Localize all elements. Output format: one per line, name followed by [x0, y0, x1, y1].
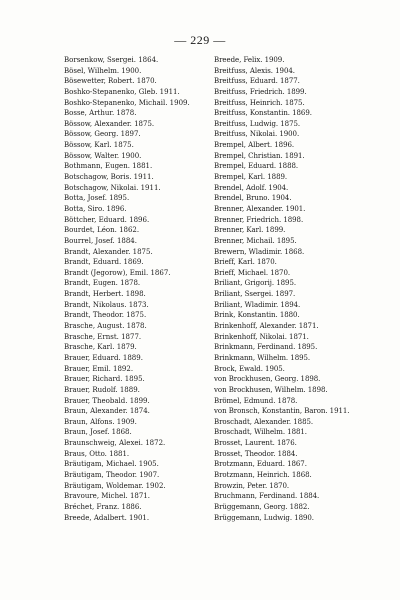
list-item: Botta, Siro. 1896. [64, 204, 127, 213]
list-item: Brempel, Albert. 1896. [214, 141, 295, 150]
list-item: Brotzmann, Eduard. 1867. [214, 460, 307, 469]
list-item: Bothmann, Eugen. 1881. [64, 162, 153, 171]
list-item: Brosset, Theodor. 1884. [214, 449, 298, 458]
list-item: Brandt, Nikolaus. 1873. [64, 300, 149, 309]
list-item: Brinkenhoff, Nikolai. 1871. [214, 332, 309, 341]
list-item: Boshko-Stepanenko, Gleb. 1911. [64, 87, 180, 96]
list-item: Briliant, Wladimir. 1894. [214, 300, 301, 309]
list-item: Brendel, Adolf. 1904. [214, 183, 289, 192]
list-item: Brauer, Theobald. 1899. [64, 396, 150, 405]
list-item: Bravoure, Michel. 1871. [64, 492, 150, 501]
list-item: Brauer, Richard. 1895. [64, 375, 145, 384]
list-item: Bösel, Wilhelm. 1900. [64, 66, 142, 75]
list-item: Browzin, Peter. 1870. [214, 481, 290, 490]
list-item: Breitfuss, Alexis. 1904. [214, 66, 295, 75]
list-item: Brewern, Wladimir. 1868. [214, 247, 305, 256]
list-item: Breitfuss, Konstantin. 1869. [214, 109, 312, 118]
list-item: Bréchet, Franz. 1886. [64, 502, 142, 511]
list-item: Brinkmann, Wilhelm. 1895. [214, 353, 311, 362]
list-item: Briliant, Grigorij. 1895. [214, 279, 297, 288]
list-item: Brenner, Friedrich. 1898. [214, 215, 304, 224]
list-item: Brinkenhoff, Alexander. 1871. [214, 322, 319, 331]
list-item: Braunschweig, Alexei. 1872. [64, 439, 166, 448]
list-item: Brinkmann, Ferdinand. 1895. [214, 343, 318, 352]
list-item: Bourrel, Josef. 1884. [64, 236, 137, 245]
list-item: Briliant, Ssergei. 1897. [214, 290, 296, 299]
list-item: Braun, Alexander. 1874. [64, 407, 150, 416]
list-item: Brüggemann, Georg. 1882. [214, 502, 310, 511]
list-item: Brenner, Michail. 1895. [214, 236, 297, 245]
list-item: Brandt, Herbert. 1898. [64, 290, 146, 299]
list-item: Bräutigam, Theodor. 1907. [64, 470, 160, 479]
list-item: Brandt, Eugen. 1878. [64, 279, 141, 288]
list-item: Bössow, Walter. 1900. [64, 151, 142, 160]
list-item: Braus, Otto. 1881. [64, 449, 130, 458]
list-item: Broschadt, Wilhelm. 1881. [214, 428, 307, 437]
list-item: Braun, Alfons. 1909. [64, 417, 137, 426]
list-item: Bruchmann, Ferdinand. 1884. [214, 492, 320, 501]
list-item: Brauer, Eduard. 1889. [64, 353, 143, 362]
list-item: Botschagow, Boris. 1911. [64, 173, 154, 182]
list-item: Brenner, Alexander. 1901. [214, 204, 306, 213]
list-item: Brempel, Eduard. 1888. [214, 162, 299, 171]
list-item: Breitfuss, Heinrich. 1875. [214, 98, 305, 107]
list-item: Böttcher, Eduard. 1896. [64, 215, 150, 224]
list-item: Brüggemann, Ludwig. 1890. [214, 513, 314, 522]
list-item: Bräutigam, Michael. 1905. [64, 460, 159, 469]
list-item: Brock, Ewald. 1905. [214, 364, 285, 373]
list-item: Brasche, Karl. 1879. [64, 343, 137, 352]
list-item: von Brockhusen, Wilhelm. 1898. [214, 385, 328, 394]
list-item: Brauer, Rudolf. 1889. [64, 385, 140, 394]
list-item: Bräutigam, Woldemar. 1902. [64, 481, 166, 490]
list-item: Brempel, Christian. 1891. [214, 151, 305, 160]
list-item: Brieff, Karl. 1870. [214, 258, 277, 267]
list-item: Brömel, Edmund. 1878. [214, 396, 298, 405]
list-item: Brendel, Bruno. 1904. [214, 194, 292, 203]
list-item: Broschadt, Alexander. 1885. [214, 417, 314, 426]
list-item: Brandt, Theodor. 1875. [64, 311, 147, 320]
list-item: Brasche, Ernst. 1877. [64, 332, 142, 341]
list-item: Breede, Felix. 1909. [214, 56, 285, 64]
list-item: Bössow, Georg. 1897. [64, 130, 141, 139]
list-item: Brandt (Jegorow), Emil. 1867. [64, 268, 171, 277]
list-item: Brasche, August. 1878. [64, 322, 147, 331]
list-item: Brotzmann, Heinrich. 1868. [214, 470, 312, 479]
list-item: Brink, Konstantin. 1880. [214, 311, 300, 320]
list-item: Brauer, Emil. 1892. [64, 364, 134, 373]
list-item: Brenner, Karl. 1899. [214, 226, 286, 235]
list-item: Bösewetter, Robert. 1870. [64, 77, 157, 86]
list-item: Breede, Adalbert. 1901. [64, 513, 150, 522]
list-item: Bössow, Alexander. 1875. [64, 119, 155, 128]
list-item: Breitfuss, Friedrich. 1899. [214, 87, 307, 96]
list-item: Braun, Josef. 1868. [64, 428, 132, 437]
list-item: Borsenkow, Ssergei. 1864. [64, 56, 159, 64]
list-item: Botta, Josef. 1895. [64, 194, 130, 203]
right-column [214, 55, 394, 523]
list-item: Bössow, Karl. 1875. [64, 141, 134, 150]
list-item: Brieff, Michael. 1870. [214, 268, 291, 277]
list-item: Brandt, Alexander. 1875. [64, 247, 153, 256]
left-column [64, 55, 206, 523]
list-item: Brosset, Laurent. 1876. [214, 439, 297, 448]
list-item: von Brockhusen, Georg. 1898. [214, 375, 321, 384]
list-item: Brempel, Karl. 1889. [214, 173, 288, 182]
list-item: Bourdet, Léon. 1862. [64, 226, 140, 235]
list-item: Botschagow, Nikolai. 1911. [64, 183, 161, 192]
list-item: Breitfuss, Ludwig. 1875. [214, 119, 301, 128]
list-item: Bosse, Arthur. 1878. [64, 109, 137, 118]
list-item: von Bronsch, Konstantin, Baron. 1911. [214, 407, 350, 416]
list-item: Breitfuss, Eduard. 1877. [214, 77, 300, 86]
list-item: Brandt, Eduard. 1869. [64, 258, 144, 267]
list-item: Breitfuss, Nikolai. 1900. [214, 130, 300, 139]
list-item: Boshko-Stepanenko, Michail. 1909. [64, 98, 190, 107]
page-number: — 229 — [174, 33, 226, 47]
